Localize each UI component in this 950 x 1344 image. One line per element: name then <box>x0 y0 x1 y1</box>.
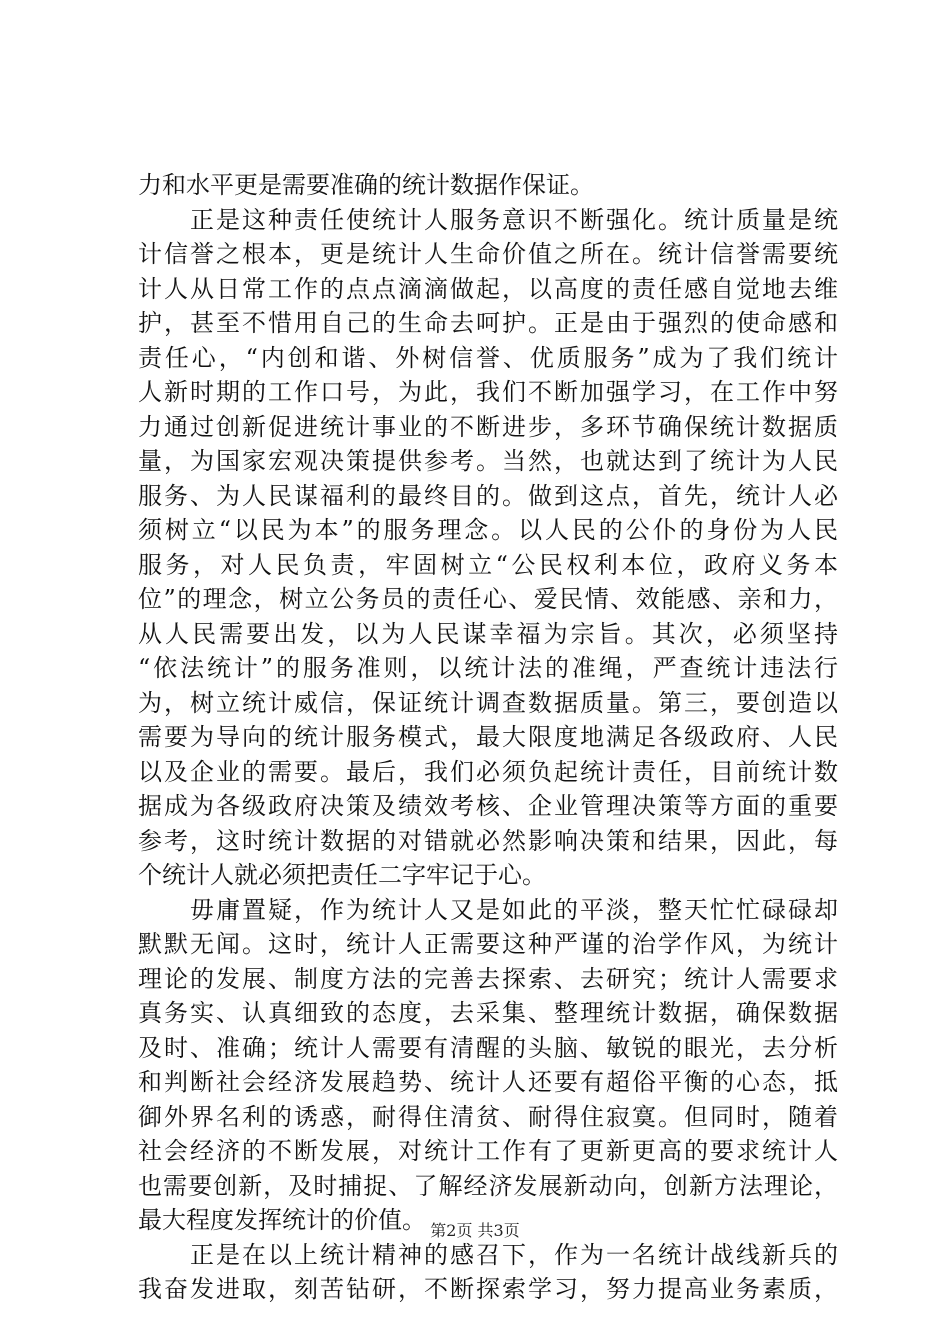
text-line: 服务，对人民负责，牢固树立“公民权利本位，政府义务本 <box>138 550 838 579</box>
text-line: 责任心，“内创和谐、外树信誉、优质服务”成为了我们统计 <box>138 343 838 372</box>
text-line: 个统计人就必须把责任二字牢记于心。 <box>138 861 546 889</box>
text-line: 及时、准确；统计人需要有清醒的头脑、敏锐的眼光，去分析 <box>138 1033 838 1062</box>
text-line: 毋庸置疑，作为统计人又是如此的平淡，整天忙忙碌碌却 <box>138 895 838 924</box>
text-line: 也需要创新，及时捕捉、了解经济发展新动向，创新方法理论， <box>138 1171 838 1200</box>
text-line: 真务实、认真细致的态度，去采集、整理统计数据，确保数据 <box>138 999 838 1027</box>
text-line: 默默无闻。这时，统计人正需要这种严谨的治学作风，为统计 <box>138 930 838 958</box>
text-line: 服务、为人民谋福利的最终目的。做到这点，首先，统计人必 <box>138 481 838 510</box>
text-line: 以及企业的需要。最后，我们必须负起统计责任，目前统计数 <box>138 757 838 786</box>
text-line: 据成为各级政府决策及绩效考核、企业管理决策等方面的重要 <box>138 792 838 820</box>
text-line: 理论的发展、制度方法的完善去探索、去研究；统计人需要求 <box>138 964 838 993</box>
text-line: 为，树立统计威信，保证统计调查数据质量。第三，要创造以 <box>138 688 838 717</box>
text-line: 力通过创新促进统计事业的不断进步，多环节确保统计数据质 <box>138 412 838 441</box>
text-line: “依法统计”的服务准则，以统计法的准绳，严查统计违法行 <box>138 654 838 682</box>
text-line: 需要为导向的统计服务模式，最大限度地满足各级政府、人民 <box>138 723 838 751</box>
text-line: 人新时期的工作口号，为此，我们不断加强学习，在工作中努 <box>138 378 838 406</box>
text-line: 正是这种责任使统计人服务意识不断强化。统计质量是统 <box>138 205 838 234</box>
text-line: 护，甚至不惜用自己的生命去呵护。正是由于强烈的使命感和 <box>138 309 838 337</box>
text-line: 我奋发进取，刻苦钻研，不断探索学习，努力提高业务素质， <box>138 1275 838 1303</box>
text-line: 力和水平更是需要准确的统计数据作保证。 <box>138 171 594 199</box>
text-line: 位”的理念，树立公务员的责任心、爱民情、效能感、亲和力， <box>138 585 838 613</box>
text-line: 计人从日常工作的点点滴滴做起，以高度的责任感自觉地去维 <box>138 274 838 303</box>
text-line: 须树立“以民为本”的服务理念。以人民的公仆的身份为人民 <box>138 516 838 544</box>
text-line: 正是在以上统计精神的感召下，作为一名统计战线新兵的 <box>138 1240 838 1269</box>
text-line: 社会经济的不断发展，对统计工作有了更新更高的要求统计人 <box>138 1137 838 1165</box>
page-footer: 第2页 共3页 <box>430 1221 520 1240</box>
text-line: 最大程度发挥统计的价值。 <box>138 1206 426 1234</box>
text-line: 从人民需要出发，以为人民谋幸福为宗旨。其次，必须坚持 <box>138 619 838 648</box>
text-line: 和判断社会经济发展趋势、统计人还要有超俗平衡的心态，抵 <box>138 1068 838 1096</box>
text-line: 计信誉之根本，更是统计人生命价值之所在。统计信誉需要统 <box>138 240 838 268</box>
text-line: 量，为国家宏观决策提供参考。当然，也就达到了统计为人民 <box>138 447 838 475</box>
body-text <box>138 168 838 1307</box>
text-line: 参考，这时统计数据的对错就必然影响决策和结果，因此，每 <box>138 826 838 855</box>
text-line: 御外界名利的诱惑，耐得住清贫、耐得住寂寞。但同时，随着 <box>138 1102 838 1131</box>
